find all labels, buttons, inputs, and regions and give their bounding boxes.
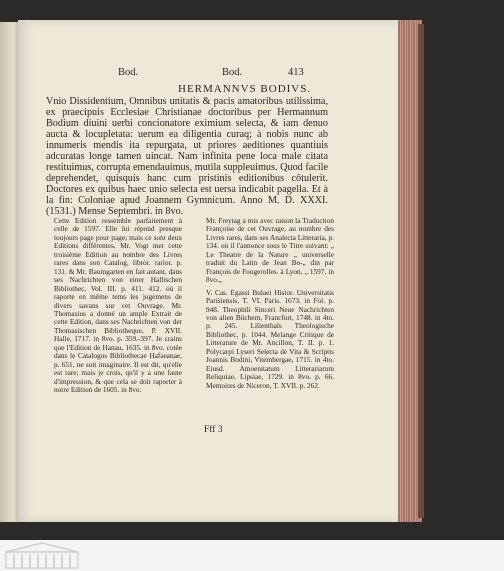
right-column-paragraph: V. Cas. Egassi Bulaei Histor. Universitatis Parisiensis, T. VI. Paris. 1673. in Fol. p. 948. Theophili Sinceri Neue Nachrichten von alten Büchern, Francfurt, 1748. in 4to. p. 245. Lilienthals Theologische Bibliothec, p. 1044. Melange Critique de Litterature de Mr. Ancillon, T. II. p. 1. Polycarpi Lyseri Selecta de Vita & Scriptis Joannis Bodini, Vitembergae, 1715. in 4to. Eiusd. Amoenitatum Litterariarum Reliquiae, Lipsiae, 1729. in 8vo. p. 66. Memoires de Niceron, T. XVII. p. 262. <box>206 287 334 390</box>
left-column-paragraph: Cette Edition ressemble parfaitement à celle de 1597. Elle lui répond presque toujours page pour page; mais ce sont deux Editions différentes. Mr. Vogt met cette troisième Edition au nombre des Livres rares dans son Catalog. libror. rarior. p. 131. & Mr. Baumgarten en fait autant, dans ses Nachrichten von einer Hallischen Bibliothec, Vol. III. p. 411. 412. où il raporte en même tems les jugemens de divers savans sur cet Ouvrage. Mr. Thomasius a donné un ample Extrait de cette Edition, dans ses Nachrichten von der Thomasischen Bibliotheque, P. XVII. Halle, 1717. in 8vo. p. 359.-397. Je crains que l'Edition de Hanau, 1635. in 8vo. cotée dans le Catalogus Bibliothecae Hafaeanae, p. 651. ne soit imaginaire. Il est dit, qu'elle est rare; mais je crois, qu'il y a une faute d'impression, & que cela se doit raporter à notre Edition de 1605. in 8vo. <box>54 216 182 395</box>
running-head-left: Bod. <box>118 67 139 78</box>
left-column <box>54 217 182 399</box>
book-cover-edge <box>418 24 424 518</box>
entry-title: HERMANNVS BODIVS. <box>178 83 312 95</box>
right-column-paragraph: Mr. Freytag a mis avec raison la Traduction Françoise de cet Ouvrage, au nombre des Livres rares, dans ses Analecta Litteraria, p. 134. où il l'annonce sous le Titre suivant: „ Le Theatre de la Nature „ universelle traduit du Latin de Jean Bo-„ din par François de Fougerolles. à Lyon, „ 1597. in 8vo.„ <box>206 216 334 285</box>
signature-mark: Fff 3 <box>204 425 223 435</box>
running-head-center: Bod. <box>222 67 243 78</box>
book-title-description: Vnio Dissidentium, Omnibus unitatis & pacis amatoribus utilissima, ex praecipuis Ecclesiae Christianae doctoribus per Hermannum Bodium diuini uerbi concionatore eximium selecta, & iam denuo aucta & locupletata: uerum ea diligentia curaq; à nobis nunc ab innumeris mendis ita repurgata, ut priores aeditiones quantiuis adcuratas longe tamen uincat. Nam infinita pene loca male citata restituimus, corrupta emendauimus, mutila suppleuimus. Quod facile deprehendet, quisquis hanc cum pristinis editionibus côtulerit. Doctores ex quibus haec unio selecta est uersa indicabit pagella. Et à la fin: Coloniae apud Joannem Gymnicum. Anno M. D. XXXI. (1531.) Mense Septembri. in 8vo. <box>46 96 328 218</box>
book-page <box>18 20 398 522</box>
left-page-edge <box>0 22 20 522</box>
right-column <box>206 217 334 394</box>
library-building-logo <box>4 542 80 570</box>
page-number: 413 <box>288 67 304 78</box>
